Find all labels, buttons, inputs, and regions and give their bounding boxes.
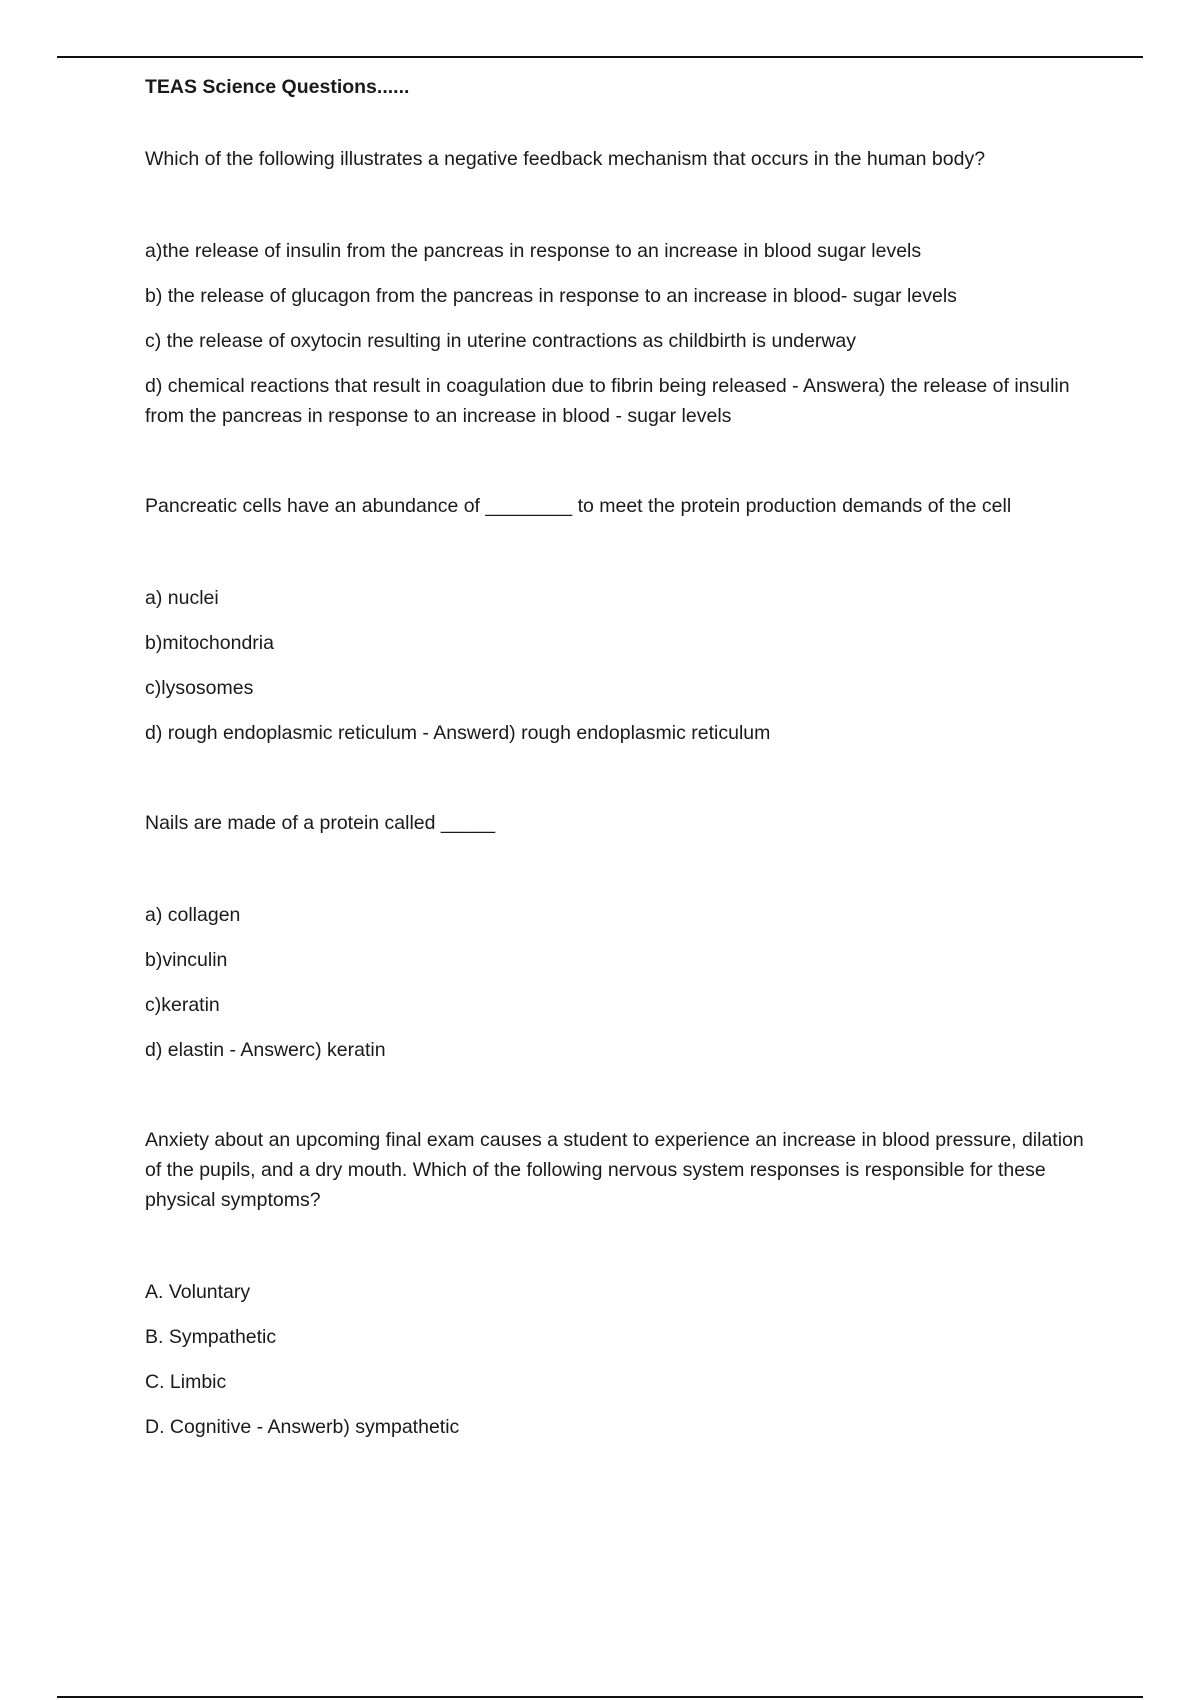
document-body xyxy=(145,72,1085,1442)
question-text: Nails are made of a protein called _____ xyxy=(145,812,496,834)
answer-options xyxy=(145,1277,1085,1442)
document-title: TEAS Science Questions...... xyxy=(145,76,410,98)
answer-option-c: c) the release of oxytocin resulting in uterine contractions as childbirth is underway xyxy=(145,330,857,352)
answer-option-d: d) elastin - Answerc) keratin xyxy=(145,1039,386,1061)
question-block-4 xyxy=(145,1125,1085,1442)
answer-option-c: c)keratin xyxy=(145,994,220,1016)
question-block-3 xyxy=(145,808,1085,1065)
answer-option-a: A. Voluntary xyxy=(145,1281,251,1303)
answer-options xyxy=(145,583,1085,748)
question-block-2 xyxy=(145,491,1085,748)
question-text: Pancreatic cells have an abundance of ________ to meet the protein production demands of the cell xyxy=(145,495,1012,517)
question-text: Which of the following illustrates a negative feedback mechanism that occurs in the human body? xyxy=(145,148,986,170)
answer-option-a: a) collagen xyxy=(145,904,241,926)
header-rule xyxy=(57,56,1143,58)
question-text: Anxiety about an upcoming final exam causes a student to experience an increase in blood pressure, dilation of the pupils, and a dry mouth. Which of the following nervous system responses is responsible for these physical symptoms? xyxy=(145,1129,1084,1211)
answer-option-d: D. Cognitive - Answerb) sympathetic xyxy=(145,1416,460,1438)
answer-options xyxy=(145,900,1085,1065)
answer-option-b: b)vinculin xyxy=(145,949,228,971)
answer-option-a: a) nuclei xyxy=(145,587,219,609)
answer-option-b: b)mitochondria xyxy=(145,632,274,654)
answer-option-c: C. Limbic xyxy=(145,1371,227,1393)
footer-rule xyxy=(57,1696,1143,1698)
answer-options xyxy=(145,236,1085,431)
answer-option-b: B. Sympathetic xyxy=(145,1326,277,1348)
answer-option-d: d) chemical reactions that result in coagulation due to fibrin being released - Answera) the release of insulin from the pancreas in response to an increase in blood - sugar levels xyxy=(145,375,1070,427)
answer-option-c: c)lysosomes xyxy=(145,677,254,699)
answer-option-d: d) rough endoplasmic reticulum - Answerd) rough endoplasmic reticulum xyxy=(145,722,771,744)
question-block-1 xyxy=(145,144,1085,431)
answer-option-a: a)the release of insulin from the pancreas in response to an increase in blood sugar levels xyxy=(145,240,922,262)
answer-option-b: b) the release of glucagon from the pancreas in response to an increase in blood- sugar levels xyxy=(145,285,957,307)
